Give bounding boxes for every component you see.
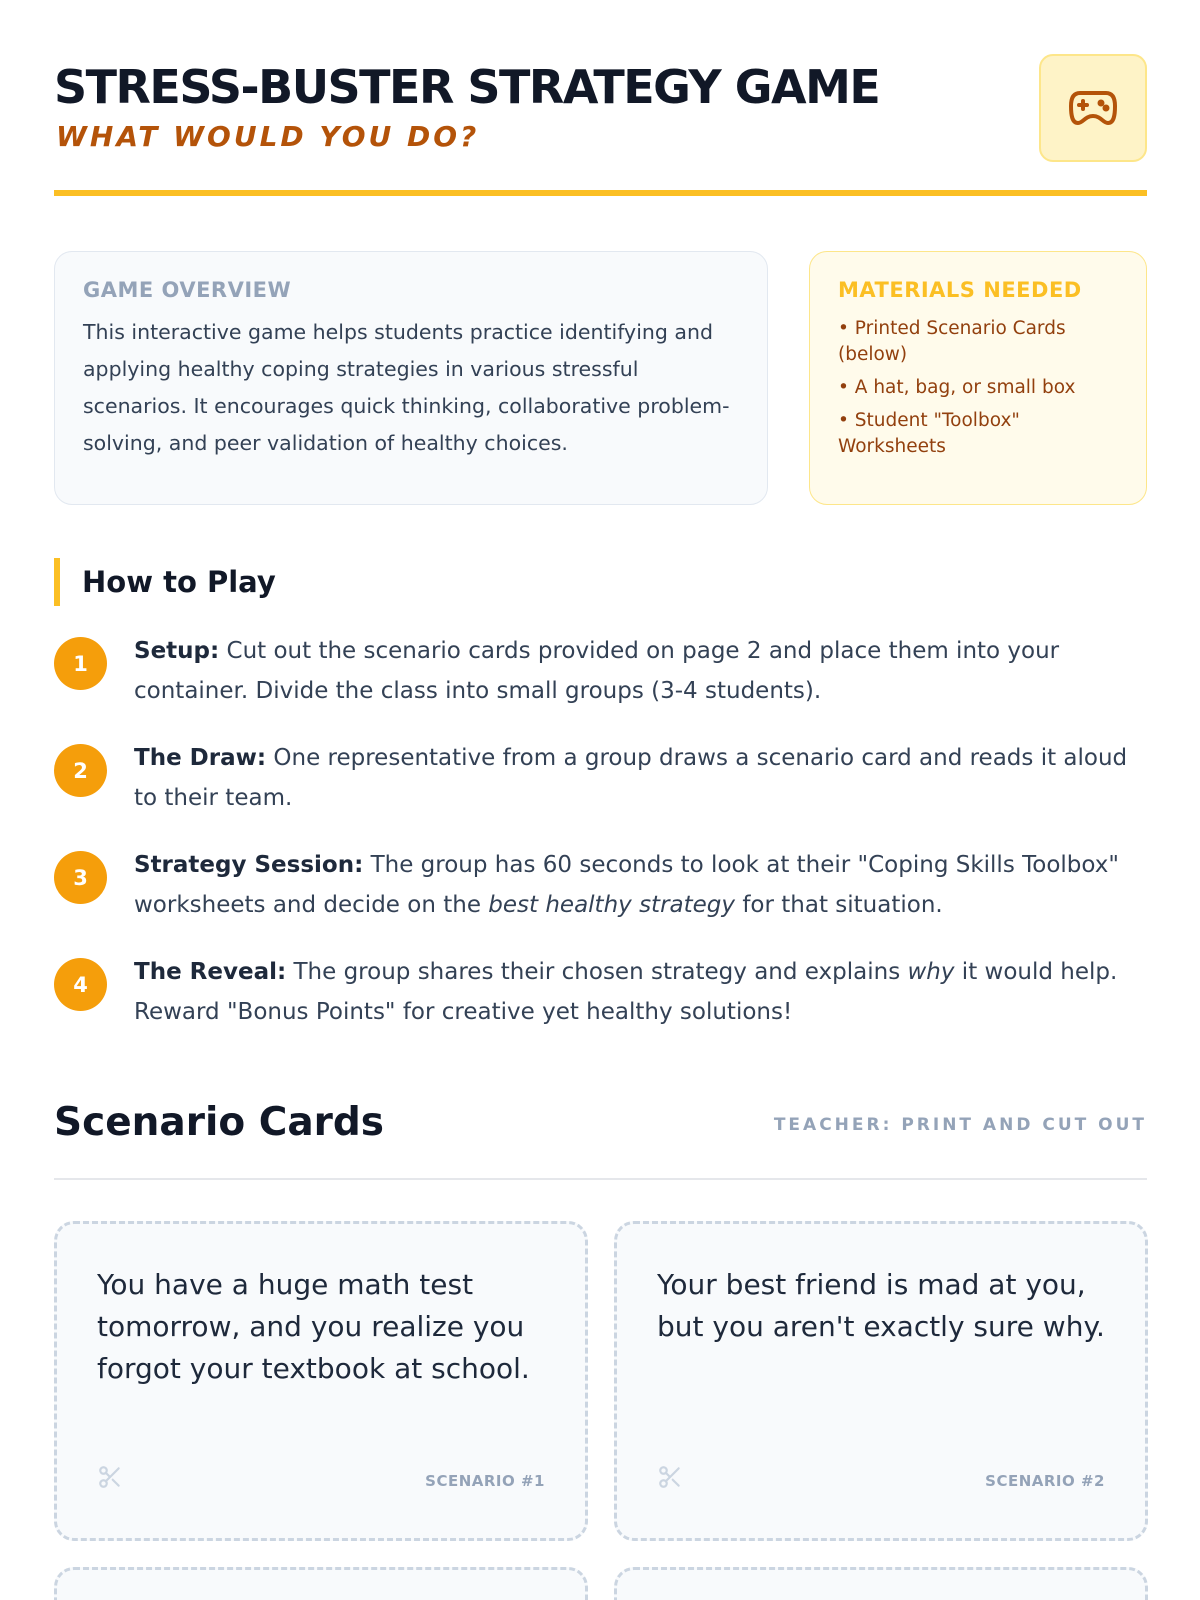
step-label: The Reveal: (134, 959, 287, 985)
step-number-badge: 1 (54, 637, 107, 690)
scissors-icon (97, 1464, 123, 1490)
materials-list (838, 316, 1118, 460)
step-text (134, 845, 1147, 925)
step-emphasis: why (907, 959, 955, 985)
scenario-card-1 (54, 1221, 588, 1541)
step-number-badge: 2 (54, 744, 107, 797)
step-number-badge: 3 (54, 851, 107, 904)
scenario-text: You have a huge math test tomorrow, and you realize you forgot your textbook at school. (97, 1268, 530, 1385)
step-emphasis: best healthy strategy (488, 892, 736, 918)
how-to-play-heading: How to Play (54, 558, 276, 606)
gamepad-icon (1068, 89, 1118, 127)
section-divider (54, 1178, 1147, 1180)
page-header (54, 54, 1147, 196)
page-title: STRESS-BUSTER STRATEGY GAME (54, 60, 880, 114)
worksheet-page (54, 0, 1147, 1600)
materials-item: • Printed Scenario Cards (below) (838, 316, 1118, 368)
step-description: The group has 60 seconds to look at their "Coping Skills Toolbox" worksheets and decide on the (134, 852, 1119, 918)
materials-item: • A hat, bag, or small box (838, 375, 1118, 401)
step-description: Cut out the scenario cards provided on page 2 and place them into your container. Divide the class into small groups (3-4 students). (134, 638, 1060, 704)
teacher-note: TEACHER: PRINT AND CUT OUT (773, 1115, 1147, 1135)
step-description-end: for that situation. (735, 892, 943, 918)
step-description-end: it would help. Reward "Bonus Points" for creative yet healthy solutions! (134, 959, 1118, 1025)
step-label: Strategy Session: (134, 852, 364, 878)
scenario-card-3 (54, 1567, 588, 1600)
scenario-card-4 (614, 1567, 1148, 1600)
scissors-icon (657, 1464, 683, 1490)
overview-body: This interactive game helps students practice identifying and applying healthy coping strategies in various stressful scenarios. It encourages quick thinking, collaborative problem-solving, and peer validation of healthy choices. (83, 320, 730, 455)
scenario-label: SCENARIO #1 (425, 1472, 545, 1490)
step-description: One representative from a group draws a scenario card and reads it aloud to their team. (134, 745, 1128, 811)
scenario-card-2 (614, 1221, 1148, 1541)
scenario-text: Your best friend is mad at you, but you aren't exactly sure why. (657, 1268, 1105, 1343)
step-text (134, 631, 1147, 711)
step-description: The group shares their chosen strategy and explains (286, 959, 908, 985)
step-text (134, 738, 1147, 818)
overview-heading: GAME OVERVIEW (83, 278, 292, 302)
game-badge (1039, 54, 1147, 162)
step-text (134, 952, 1147, 1032)
materials-item: • Student "Toolbox" Worksheets (838, 408, 1118, 460)
page-subtitle: WHAT WOULD YOU DO? (56, 120, 480, 153)
step-label: Setup: (134, 638, 220, 664)
game-overview-card (54, 251, 768, 505)
step-label: The Draw: (134, 745, 267, 771)
scenario-cards-heading: Scenario Cards (54, 1100, 385, 1145)
step-number-badge: 4 (54, 958, 107, 1011)
scenario-label: SCENARIO #2 (985, 1472, 1105, 1490)
materials-card (809, 251, 1147, 505)
materials-heading: MATERIALS NEEDED (838, 278, 1082, 302)
